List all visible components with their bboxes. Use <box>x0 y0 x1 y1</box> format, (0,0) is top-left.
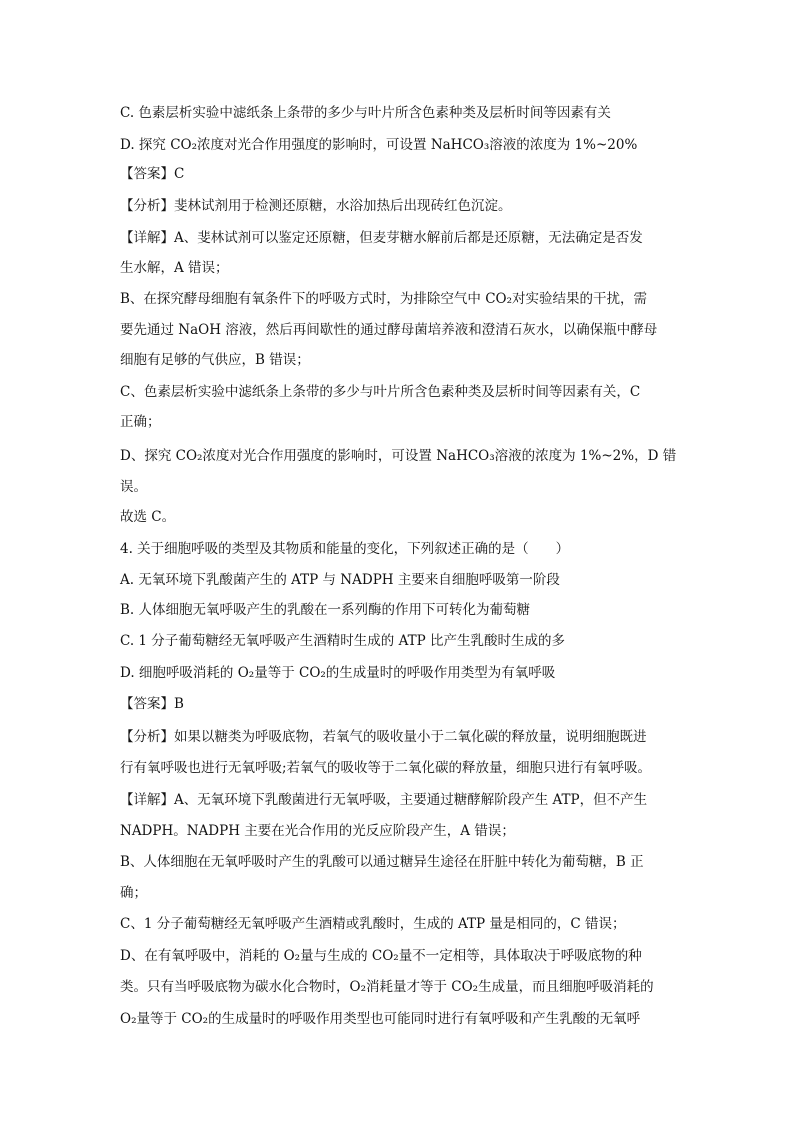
text-line: 【分析】斐林试剂用于检测还原糖，水浴加热后出现砖红色沉淀。 <box>120 198 512 214</box>
text-line: 确； <box>120 885 147 901</box>
text-line: 类。只有当呼吸底物为碳水化合物时，O₂消耗量才等于 CO₂生成量，而且细胞呼吸消耗的 <box>120 979 654 995</box>
text-line: 细胞有足够的气供应，B 错误； <box>120 352 310 368</box>
text-line: C、1 分子葡萄糖经无氧呼吸产生酒精或乳酸时，生成的 ATP 量是相同的，C 错误； <box>120 916 626 932</box>
text-line: D、探究 CO₂浓度对光合作用强度的影响时，可设置 NaHCO₃溶液的浓度为 1%~2%，D 错 <box>120 448 677 464</box>
text-line: NADPH。NADPH 主要在光合作用的光反应阶段产生，A 错误； <box>120 823 515 839</box>
text-line: B、在探究酵母细胞有氧条件下的呼吸方式时，为排除空气中 CO₂对实验结果的干扰，需 <box>120 291 648 307</box>
text-line: 误。 <box>120 479 147 495</box>
text-line: 行有氧呼吸也进行无氧呼吸;若氧气的吸收等于二氧化碳的释放量，细胞只进行有氧呼吸。 <box>120 760 652 776</box>
text-line: D. 探究 CO₂浓度对光合作用强度的影响时，可设置 NaHCO₃溶液的浓度为 1%~20% <box>120 137 638 153</box>
text-line: 故选 C。 <box>120 509 176 525</box>
text-line: B、人体细胞在无氧呼吸时产生的乳酸可以通过糖异生途径在肝脏中转化为葡萄糖，B 正 <box>120 854 644 870</box>
text-line: C、色素层析实验中滤纸条上条带的多少与叶片所含色素种类及层析时间等因素有关，C <box>120 384 641 400</box>
question-stem: 4. 关于细胞呼吸的类型及其物质和能量的变化，下列叙述正确的是（ ） <box>120 541 570 557</box>
option-b: B. 人体细胞无氧呼吸产生的乳酸在一系列酶的作用下可转化为葡萄糖 <box>120 602 531 618</box>
text-line: 生水解，A 错误； <box>120 260 229 276</box>
text-line: 【详解】A、斐林试剂可以鉴定还原糖，但麦芽糖水解前后都是还原糖，无法确定是否发 <box>120 230 643 246</box>
option-c: C. 1 分子葡萄糖经无氧呼吸产生酒精时生成的 ATP 比产生乳酸时生成的多 <box>120 633 565 649</box>
text-line: D、在有氧呼吸中，消耗的 O₂量与生成的 CO₂量不一定相等，具体取决于呼吸底物的种 <box>120 948 642 964</box>
text-line: 【详解】A、无氧环境下乳酸菌进行无氧呼吸，主要通过糖酵解阶段产生 ATP，但不产生 <box>120 792 648 808</box>
text-line: O₂量等于 CO₂的生成量时的呼吸作用类型也可能同时进行有氧呼吸和产生乳酸的无氧呼 <box>120 1011 641 1027</box>
text-line: 正确； <box>120 414 161 430</box>
option-a: A. 无氧环境下乳酸菌产生的 ATP 与 NADPH 主要来自细胞呼吸第一阶段 <box>120 572 560 588</box>
text-line: C. 色素层析实验中滤纸条上条带的多少与叶片所含色素种类及层析时间等因素有关 <box>120 105 611 121</box>
text-line: 【答案】B <box>120 696 184 712</box>
text-line: 【分析】如果以糖类为呼吸底物，若氧气的吸收量小于二氧化碳的释放量，说明细胞既进 <box>120 729 647 745</box>
text-line: 要先通过 NaOH 溶液，然后再间歇性的通过酵母菌培养液和澄清石灰水，以确保瓶中酵母 <box>120 322 658 338</box>
option-d: D. 细胞呼吸消耗的 O₂量等于 CO₂的生成量时的呼吸作用类型为有氧呼吸 <box>120 665 556 681</box>
text-line: 【答案】C <box>120 166 185 182</box>
